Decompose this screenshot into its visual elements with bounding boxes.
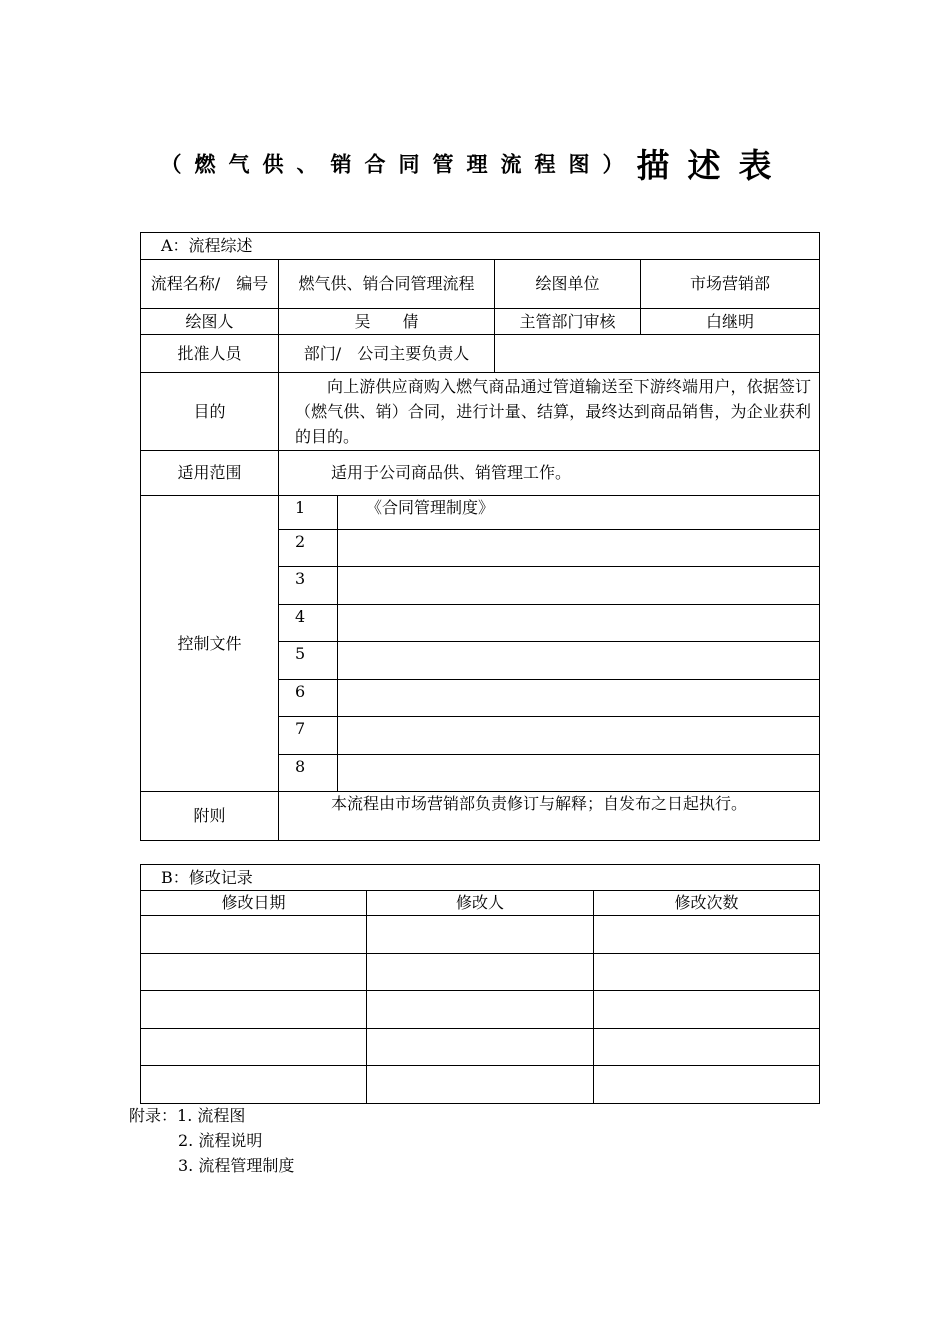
table-cell <box>594 1066 820 1104</box>
title-process-name: （燃气供、销合同管理流程图） <box>160 151 637 177</box>
control-doc-name: 《合同管理制度》 <box>338 496 820 530</box>
control-doc-no: 6 <box>279 680 338 717</box>
drawing-unit-label: 绘图单位 <box>495 260 641 309</box>
title-description-table: 描述表 <box>636 146 790 185</box>
control-doc-name <box>338 680 820 717</box>
rules-label: 附则 <box>141 792 279 841</box>
control-docs-label: 控制文件 <box>141 496 279 792</box>
control-doc-no: 3 <box>279 567 338 605</box>
approver-blank <box>495 335 820 373</box>
table-cell <box>367 1066 594 1104</box>
control-doc-no: 7 <box>279 717 338 755</box>
control-doc-name <box>338 567 820 605</box>
table-cell <box>594 991 820 1029</box>
control-doc-name <box>338 530 820 567</box>
table-row <box>141 954 820 991</box>
table-cell <box>141 991 367 1029</box>
appendix-item: 1. 流程图 <box>177 1106 246 1125</box>
scope-value: 适用于公司商品供、销管理工作。 <box>279 451 820 496</box>
control-doc-no: 1 <box>279 496 338 530</box>
purpose-value: 向上游供应商购入燃气商品通过管道输送至下游终端用户，依据签订（燃气供、销）合同，进行计量、结算，最终达到商品销售，为企业获利的目的。 <box>279 373 820 451</box>
appendix-item: 3. 流程管理制度 <box>178 1156 295 1175</box>
control-doc-no: 4 <box>279 605 338 642</box>
page-title <box>0 140 950 187</box>
control-doc-name <box>338 642 820 680</box>
table-cell <box>594 1029 820 1066</box>
drawer-value: 吴 倩 <box>279 309 495 335</box>
dept-review-value: 白继明 <box>641 309 820 335</box>
appendix-item: 2. 流程说明 <box>178 1131 263 1150</box>
appendix-label: 附录： <box>129 1106 178 1125</box>
process-name-label: 流程名称/ 编号 <box>141 260 279 309</box>
section-b-header: B：修改记录 <box>141 865 820 891</box>
approver-label: 批准人员 <box>141 335 279 373</box>
purpose-label: 目的 <box>141 373 279 451</box>
process-overview-table <box>140 232 820 841</box>
control-doc-name <box>338 755 820 792</box>
appendix <box>129 1103 294 1178</box>
dept-review-label: 主管部门审核 <box>495 309 641 335</box>
table-cell <box>594 916 820 954</box>
section-a-header: A：流程综述 <box>141 233 820 260</box>
table-cell <box>367 916 594 954</box>
table-cell <box>367 1029 594 1066</box>
approver-value: 部门/ 公司主要负责人 <box>279 335 495 373</box>
control-doc-name <box>338 605 820 642</box>
drawer-label: 绘图人 <box>141 309 279 335</box>
control-doc-name <box>338 717 820 755</box>
column-header-editor: 修改人 <box>367 891 594 916</box>
table-cell <box>141 1029 367 1066</box>
table-row <box>141 991 820 1029</box>
table-cell <box>141 1066 367 1104</box>
revision-record-table <box>140 864 820 1104</box>
table-row <box>141 916 820 954</box>
table-cell <box>594 954 820 991</box>
drawing-unit-value: 市场营销部 <box>641 260 820 309</box>
table-cell <box>367 954 594 991</box>
scope-label: 适用范围 <box>141 451 279 496</box>
control-doc-no: 2 <box>279 530 338 567</box>
process-name-value: 燃气供、销合同管理流程 <box>279 260 495 309</box>
table-cell <box>141 916 367 954</box>
rules-value: 本流程由市场营销部负责修订与解释；自发布之日起执行。 <box>279 792 820 841</box>
table-cell <box>141 954 367 991</box>
table-cell <box>367 991 594 1029</box>
control-doc-no: 8 <box>279 755 338 792</box>
table-row <box>141 1029 820 1066</box>
column-header-count: 修改次数 <box>594 891 820 916</box>
table-row <box>141 1066 820 1104</box>
control-doc-no: 5 <box>279 642 338 680</box>
column-header-date: 修改日期 <box>141 891 367 916</box>
